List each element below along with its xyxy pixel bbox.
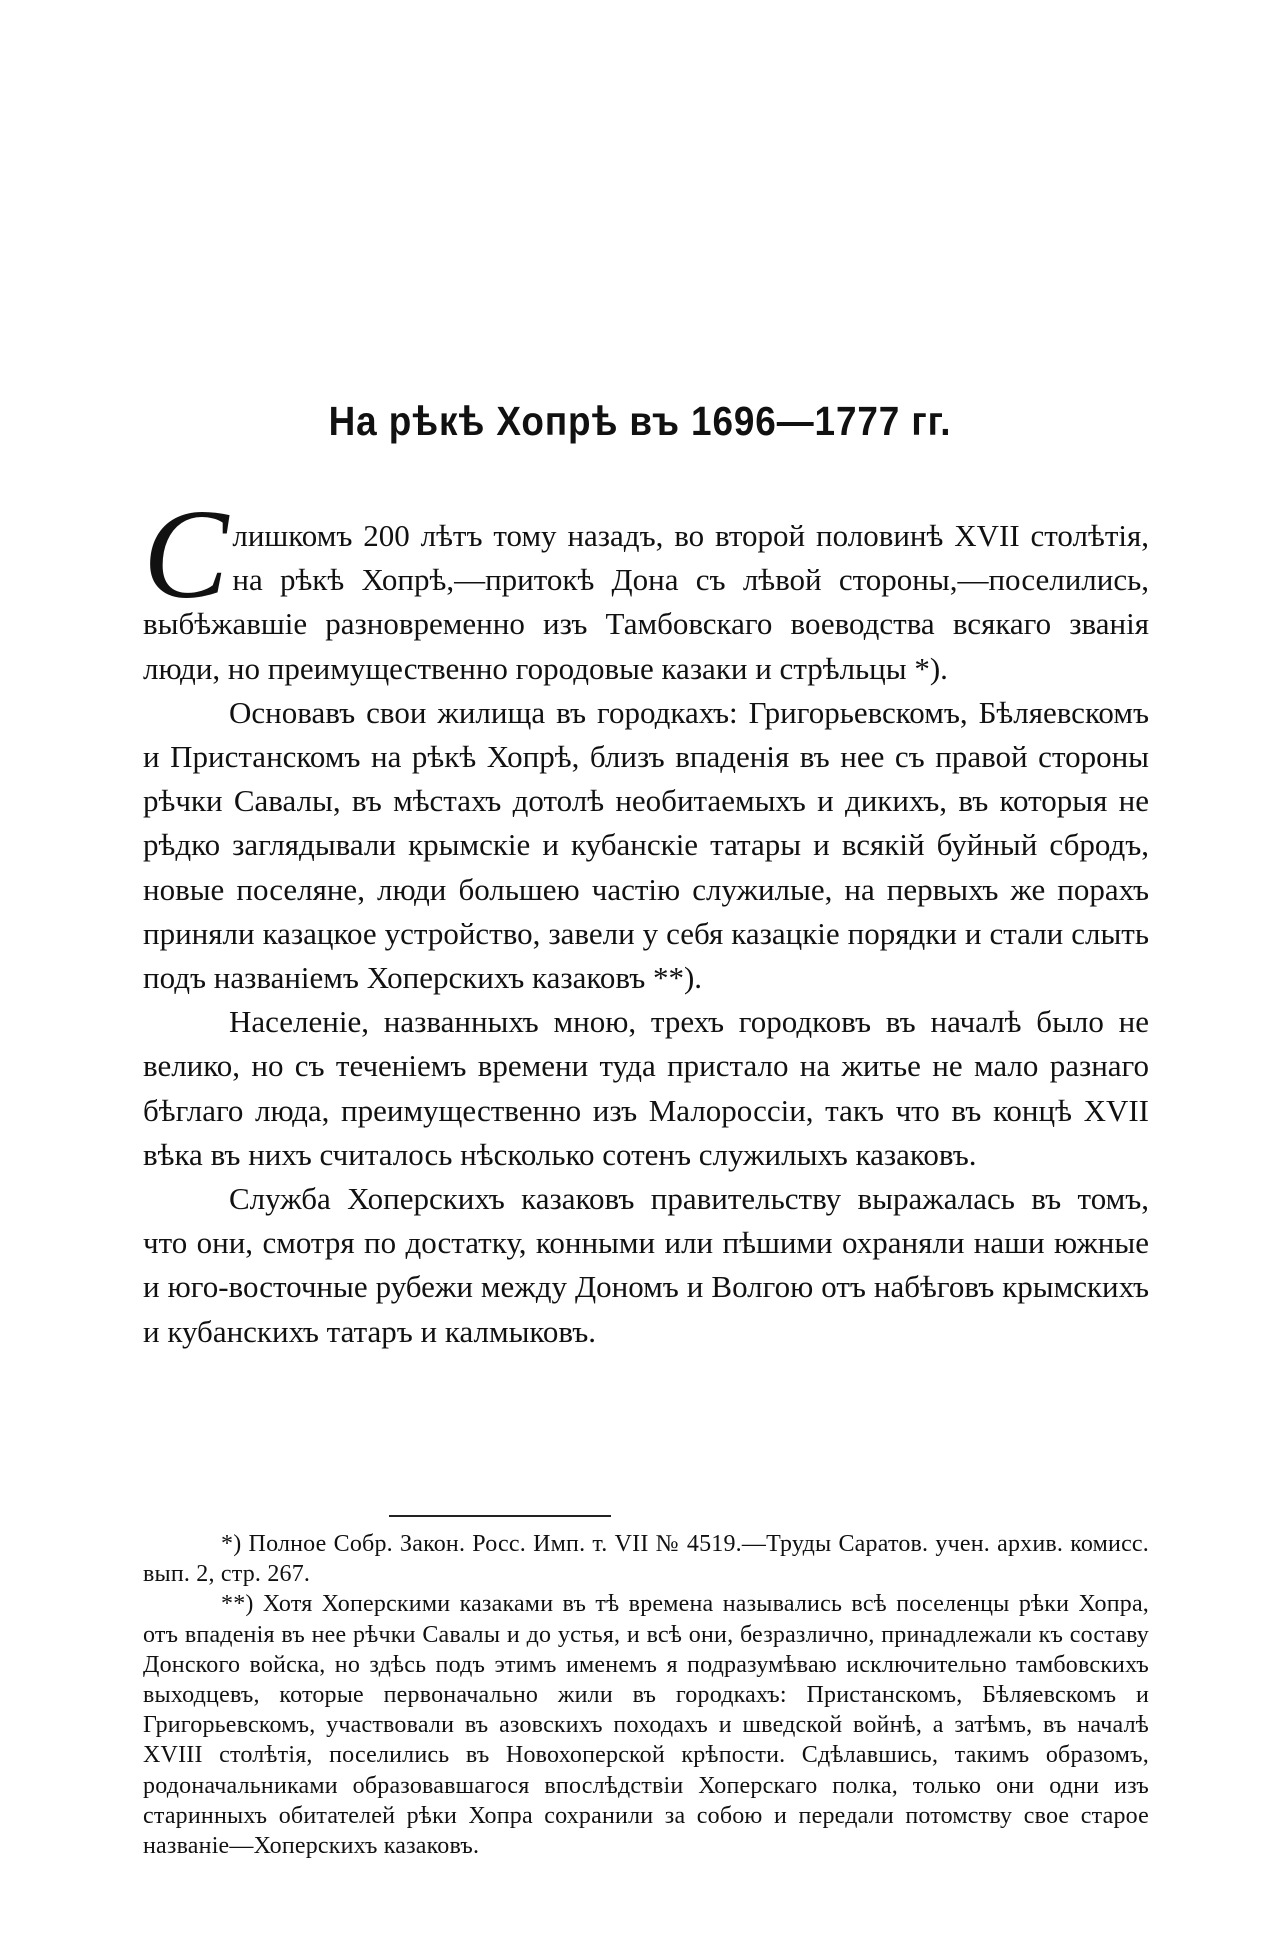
main-text bbox=[143, 483, 1149, 1354]
footnote-divider bbox=[389, 1515, 611, 1517]
paragraph-1-text: лишкомъ 200 лѣтъ тому назадъ, во второй половинѣ XVII столѣтія, на рѣкѣ Хопрѣ,—притокѣ Дона съ лѣвой стороны,—поселились, выбѣжавшіе разновременно изъ Тамбовскаго воеводства всякаго званія люди, но преимущественно городовые казаки и стрѣльцы *). bbox=[143, 518, 1149, 686]
footnotes bbox=[143, 1529, 1149, 1861]
paragraph-2: Основавъ свои жилища въ городкахъ: Григорьевскомъ, Бѣляевскомъ и Пристанскомъ на рѣкѣ Хопрѣ, близъ впаденія въ нее съ правой стороны рѣчки Савалы, въ мѣстахъ дотолѣ необитаемыхъ и дикихъ, въ которыя не рѣдко заглядывали крымскіе и кубанскіе татары и всякій буйный сбродъ, новые поселяне, люди большею частію служилые, на первыхъ же порахъ приняли казацкое устройство, завели у себя казацкіе порядки и стали слыть подъ названіемъ Хоперскихъ казаковъ **). bbox=[143, 694, 1149, 996]
paragraph-3: Населеніе, названныхъ мною, трехъ городковъ въ началѣ было не велико, но съ теченіемъ времени туда пристало на житье не мало разнаго бѣглаго люда, преимущественно изъ Малороссіи, такъ что въ концѣ XVII вѣка въ нихъ считалось нѣсколько сотенъ служилыхъ казаковъ. bbox=[143, 1004, 1149, 1172]
chapter-title: На рѣкѣ Хопрѣ въ 1696—1777 гг. bbox=[328, 398, 952, 444]
footnote-1: *) Полное Собр. Закон. Росс. Имп. т. VII № 4519.—Труды Саратов. учен. архив. комисс. вып. 2, стр. 267. bbox=[143, 1531, 1149, 1588]
paragraph-4: Служба Хоперскихъ казаковъ правительству выражалась въ томъ, что они, смотря по достатку, конными или пѣшими охраняли наши южные и юго-восточные рубежи между Дономъ и Волгою отъ набѣговъ крымскихъ и кубанскихъ татаръ и калмыковъ. bbox=[143, 1181, 1149, 1349]
drop-cap-letter: С bbox=[143, 483, 229, 625]
footnote-2: **) Хотя Хоперскими казаками въ тѣ времена назывались всѣ поселенцы рѣки Хопра, отъ впаденія въ нее рѣчки Савалы и до устья, и всѣ они, безразлично, принадлежали къ составу Донского войска, но здѣсь подъ этимъ именемъ я подразумѣваю исключительно тамбовскихъ выходцевъ, которые первоначально жили въ городкахъ: Пристанскомъ, Бѣляевскомъ и Григорьевскомъ, участвовали въ азовскихъ походахъ и шведской войнѣ, а затѣмъ, въ началѣ XVIII столѣтія, поселились въ Новохоперской крѣпости. Сдѣлавшись, такимъ образомъ, родоначальниками образовавшагося впослѣдствіи Хоперскаго полка, только они одни изъ старинныхъ обитателей рѣки Хопра сохранили за собою и передали потомству свое старое названіе—Хоперскихъ казаковъ. bbox=[143, 1591, 1149, 1860]
paragraph-1 bbox=[143, 483, 1149, 691]
